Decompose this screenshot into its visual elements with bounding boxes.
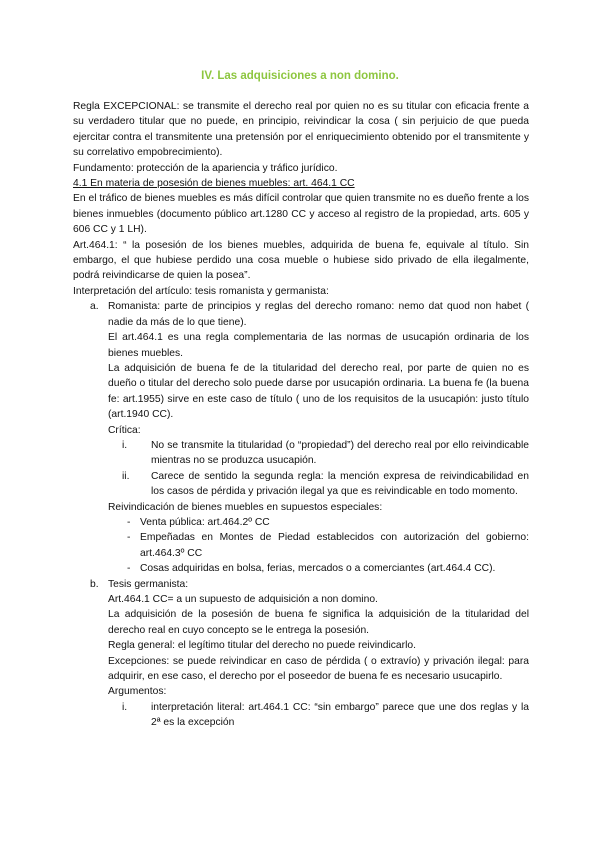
especiales-label: Reivindicación de bienes muebles en supuestos especiales: bbox=[108, 501, 383, 513]
dash-marker: - bbox=[127, 516, 131, 528]
list-item bbox=[73, 561, 529, 576]
germanista-intro: Tesis germanista: bbox=[108, 578, 189, 590]
germanista-paragraph: Art.464.1 CC= a un supuesto de adquisición a non domino. bbox=[108, 594, 378, 605]
romanista-paragraph: La adquisición de buena fe de la titularidad del derecho real, por parte de quien no es dueño o titular del derecho solo puede darse por usucapión ordinaria. La buena fe (la buena fe: art.1955) sirve en este caso de título ( uno de los requisitos de la usucapión: justo título (art.1940 CC). bbox=[108, 362, 529, 421]
argumentos-label: Argumentos: bbox=[108, 686, 167, 698]
list-item bbox=[73, 700, 529, 731]
list-item-text: Carece de sentido la segunda regla: la mención expresa de reivindicabilidad en los casos de pérdida y privación ilegal ya que es reivindicable en todo momento. bbox=[151, 470, 529, 498]
list-item-text: interpretación literal: art.464.1 CC: “sin embargo” parece que une dos reglas y la 2ª es la excepción bbox=[151, 701, 529, 729]
dash-marker: - bbox=[127, 563, 131, 575]
romanista-intro: Romanista: parte de principios y reglas del derecho romano: nemo dat quod non habet ( nadie da más de lo que tiene). bbox=[108, 301, 529, 328]
list-item-text: Empeñadas en Montes de Piedad establecidos con autorización del gobierno: art.464.3º CC bbox=[140, 532, 529, 559]
list-item bbox=[73, 469, 529, 500]
article-quote: Art.464.1: “ la posesión de los bienes muebles, adquirida de buena fe, equivale al título. Sin embargo, el que hubiese perdido una cosa mueble o hubiese sido privado de ella ilegalmente, podrá reivindicarse de quien la posea”. bbox=[73, 239, 529, 282]
list-item bbox=[73, 530, 529, 561]
list-marker: b. bbox=[90, 578, 99, 590]
regla-paragraph: Regla EXCEPCIONAL: se transmite el derecho real por quien no es su titular con eficacia frente a su verdadero titular que no puede, en principio, reivindicar la cosa ( sin perjuicio de que pueda ejercitar contra el transmitente una pretensión por el enriquecimiento obtenido por el transmitente y su correlativo empobrecimiento). bbox=[73, 101, 529, 159]
list-item bbox=[73, 438, 529, 469]
germanista-paragraph: Excepciones: se puede reivindicar en caso de pérdida ( o extravío) y privación ilegal: para adquirir, en ese caso, el derecho por el poseedor de buena fe es necesario usucapirlo. bbox=[108, 655, 529, 683]
dash-marker: - bbox=[127, 532, 131, 544]
list-item-text: No se transmite la titularidad (o “propiedad”) del derecho real por ello reivindicable mientras no se produzca usucapión. bbox=[151, 439, 529, 467]
section-heading: 4.1 En materia de posesión de bienes muebles: art. 464.1 CC bbox=[73, 178, 355, 190]
interpretacion-paragraph: Interpretación del artículo: tesis romanista y germanista: bbox=[73, 285, 329, 297]
list-marker: i. bbox=[122, 439, 128, 451]
list-item-germanista bbox=[73, 577, 529, 592]
list-item-romanista bbox=[73, 299, 529, 330]
fundamento-paragraph: Fundamento: protección de la apariencia y tráfico jurídico. bbox=[73, 162, 338, 174]
list-item-text: Cosas adquiridas en bolsa, ferias, mercados o a comerciantes (art.464.4 CC). bbox=[140, 563, 496, 575]
critica-label: Crítica: bbox=[108, 424, 141, 436]
romanista-paragraph: El art.464.1 es una regla complementaria de las normas de usucapión ordinaria de los bienes muebles. bbox=[108, 332, 529, 359]
list-item bbox=[73, 515, 529, 530]
trafico-paragraph: En el tráfico de bienes muebles es más difícil controlar que quien transmite no es dueño frente a los bienes inmuebles (documento público art.1280 CC y acceso al registro de la propiedad, arts. 605 y 606 CC y 1 LH). bbox=[73, 193, 529, 236]
list-marker: a. bbox=[90, 301, 99, 313]
list-item-text: Venta pública: art.464.2º CC bbox=[140, 516, 270, 528]
germanista-paragraph: La adquisición de la posesión de buena fe significa la adquisición de la titularidad del derecho real en cuyo concepto se le entrega la posesión. bbox=[108, 609, 529, 636]
germanista-paragraph: Regla general: el legítimo titular del derecho no puede reivindicarlo. bbox=[108, 640, 416, 652]
document-title: IV. Las adquisiciones a non domino. bbox=[201, 70, 399, 82]
list-marker: i. bbox=[122, 701, 128, 713]
document-body bbox=[73, 99, 529, 731]
list-marker: ii. bbox=[122, 470, 130, 482]
